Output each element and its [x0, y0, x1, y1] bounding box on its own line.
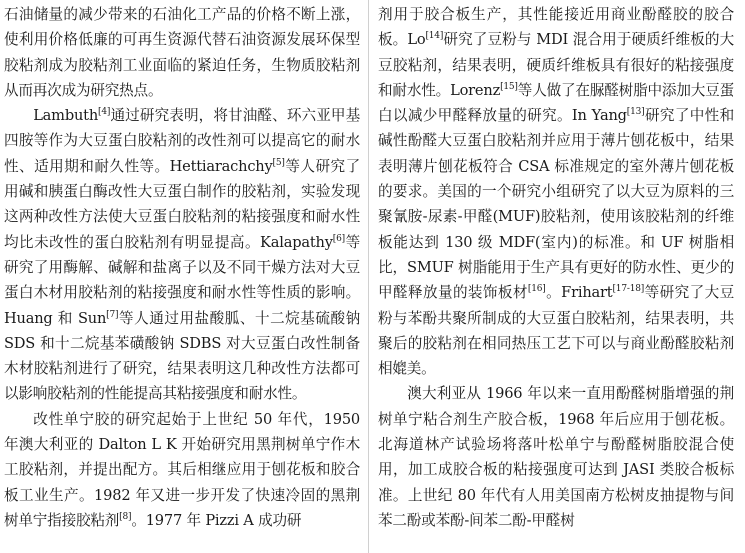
left-column [4, 2, 360, 533]
text-run: 石油储量的减少带来的石油化工产品的价格不断上涨，使利用价格低廉的可再生资源代替石油资源发展环保型胶粘剂成为胶粘剂工业面临的紧迫任务，生物质胶粘剂从而再次成为研究热点。 [4, 6, 360, 99]
citation-ref: [4] [98, 107, 111, 118]
column-divider [368, 0, 369, 553]
text-run: 等研究了大豆粉与苯酚共聚所制成的大豆蛋白胶粘剂，结果表明，共聚后的胶粘剂在相同热压工艺下可以与商业酚醛胶粘剂相媲美。 [378, 284, 734, 378]
citation-ref: [7] [106, 309, 119, 320]
paragraph-soy-protein-modification [4, 103, 360, 407]
text-run: 等人做了在脲醛树脂中添加大豆蛋白以减少甲醛释放量的研究。In Yang [378, 81, 734, 125]
text-run: 澳大利亚从 1966 年以来一直用酚醛树脂增强的荆树单宁粘合剂生产胶合板，1968 年后应用于刨花板。北海道林产试验场将落叶松单宁与酚醛树脂胶混合使用，加工成胶合板的粘接强度可达到 JASI 类胶合板标准。上世纪 80 年代有人用美国南方松树皮抽提物与间苯二酚或苯酚-间苯二酚-甲醛树 [378, 385, 734, 529]
text-run: 剂用于胶合板生产，其性能接近用商业酚醛胶的胶合板。Lo [378, 6, 734, 49]
citation-ref: [17-18] [612, 284, 645, 295]
citation-ref: [15] [500, 81, 518, 92]
text-run: 等研究了用酶解、碱解和盐离子以及不同干燥方法对大豆蛋白木材用胶粘剂的粘接强度和耐水性等性质的影响。Huang 和 Sun [4, 233, 360, 327]
paragraph-soy-adhesive-studies [378, 2, 734, 381]
text-run: 。1977 年 Pizzi A 成功研 [131, 511, 302, 529]
text-run: 。Frihart [545, 284, 613, 302]
text-run: 研究了中性和碱性酚醛大豆蛋白胶粘剂并应用于薄片刨花板中，结果表明薄片刨花板符合 CSA 标准规定的室外薄片刨花板的要求。美国的一个研究小组研究了以大豆为原料的三聚氰胺-尿素-甲醛(MUF)胶粘剂，使用该胶粘剂的纤维板能达到 130 级 MDF(室内)的标准。和 UF 树脂相比，SMUF 树脂能用于生产具有更好的防水性、更少的甲醛释放量的装饰板材 [378, 107, 734, 302]
citation-ref: [5] [272, 157, 285, 168]
citation-ref: [14] [425, 31, 444, 42]
citation-ref: [8] [119, 511, 132, 522]
right-column [378, 2, 734, 533]
paragraph-1-continued [4, 2, 360, 103]
citation-ref: [13] [626, 107, 645, 118]
text-run: 研究了豆粉与 MDI 混合用于硬质纤维板的大豆胶粘剂，结果表明，硬质纤维板具有很好的粘接强度和耐水性。Lorenz [378, 31, 734, 99]
text-run: 通过研究表明，将甘油醛、环六亚甲基四胺等作为大豆蛋白胶粘剂的改性剂可以提高它的耐水性、适用期和耐久性等。Hettiarachchy [4, 107, 360, 175]
text-run: 等人研究了用碱和胰蛋白酶改性大豆蛋白制作的胶粘剂，实验发现这两种改性方法使大豆蛋白胶粘剂的粘接强度和耐水性均比未改性的蛋白胶粘剂有明显提高。Kalapathy [4, 157, 360, 251]
text-run: Lambuth [33, 107, 99, 125]
paragraph-tannin-adhesive-history [4, 407, 360, 533]
paragraph-australia-tannin [378, 381, 734, 533]
text-run: 等人通过用盐酸胍、十二烷基硫酸钠 SDS 和十二烷基苯磺酸钠 SDBS 对大豆蛋白改性制备木材胶粘剂进行了研究，结果表明这几种改性方法都可以影响胶粘剂的性能提高其粘接强度和耐水性。 [4, 309, 360, 403]
citation-ref: [6] [332, 233, 345, 244]
text-run: 改性单宁胶的研究起始于上世纪 50 年代，1950 年澳大利亚的 Dalton L K 开始研究用黑荆树单宁作木工胶粘剂，并提出配方。其后相继应用于刨花板和胶合板工业生产。1982 年又进一步开发了快速冷固的黑荆树单宁指接胶粘剂 [4, 410, 360, 529]
citation-ref: [16] [527, 284, 546, 295]
